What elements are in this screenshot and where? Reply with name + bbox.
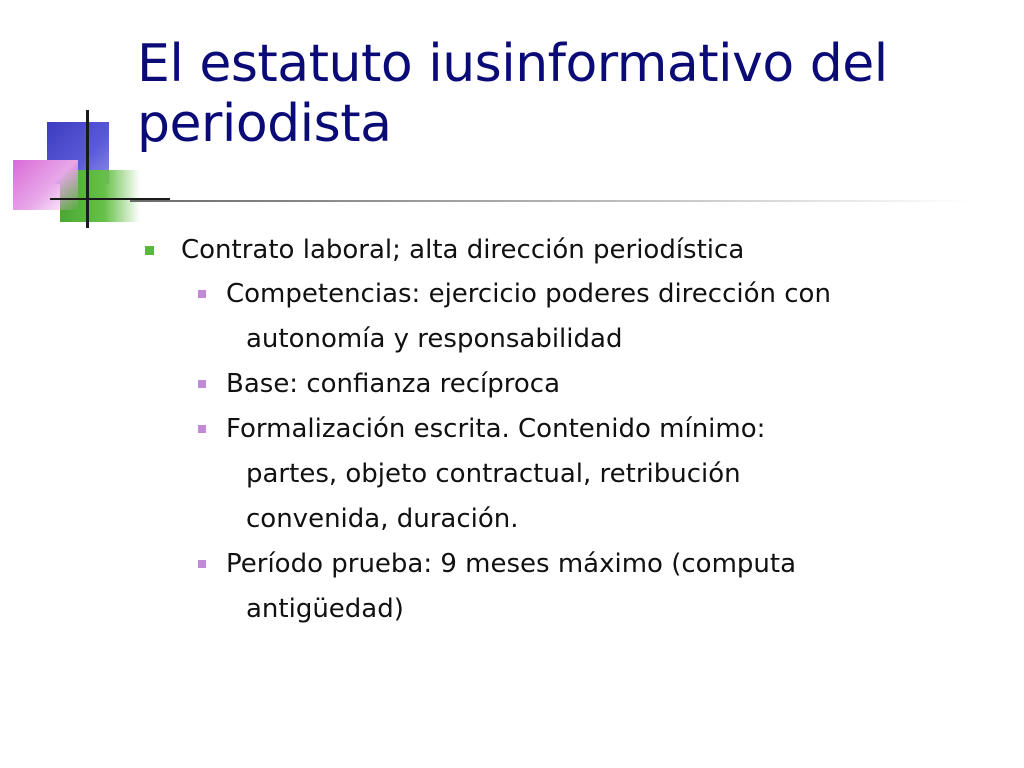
sub-bullet-item — [140, 272, 960, 362]
slide-body — [140, 228, 960, 632]
sub-bullet-text: Competencias: ejercicio poderes dirección con — [226, 279, 831, 309]
sub-bullet-text: Período prueba: 9 meses máximo (computa — [226, 549, 797, 579]
title-underline-rule — [130, 200, 970, 202]
sub-bullet-text-continuation: antigüedad) — [246, 594, 404, 624]
sub-bullet-text-continuation: convenida, duración. — [246, 504, 519, 534]
main-bullet-text: Contrato laboral; alta dirección periodística — [181, 235, 745, 265]
sub-bullet-item — [140, 407, 960, 542]
sub-bullet-text-continuation: partes, objeto contractual, retribución — [246, 459, 741, 489]
square-bullet-icon — [198, 560, 206, 568]
sub-bullet-text: Base: confianza recíproca — [226, 369, 561, 399]
decorative-pink-square — [13, 160, 78, 210]
square-bullet-icon — [198, 380, 206, 388]
sub-bullet-item — [140, 362, 960, 407]
decorative-vertical-line — [86, 110, 89, 228]
main-bullet-item — [140, 228, 960, 272]
slide-title: El estatuto iusinformativo del periodista — [137, 34, 888, 154]
sub-bullet-item — [140, 542, 960, 632]
square-bullet-icon — [198, 425, 206, 433]
sub-bullet-text: Formalización escrita. Contenido mínimo: — [226, 414, 766, 444]
sub-bullet-list — [140, 272, 960, 632]
square-bullet-icon — [145, 246, 154, 255]
square-bullet-icon — [198, 290, 206, 298]
sub-bullet-text-continuation: autonomía y responsabilidad — [246, 324, 623, 354]
